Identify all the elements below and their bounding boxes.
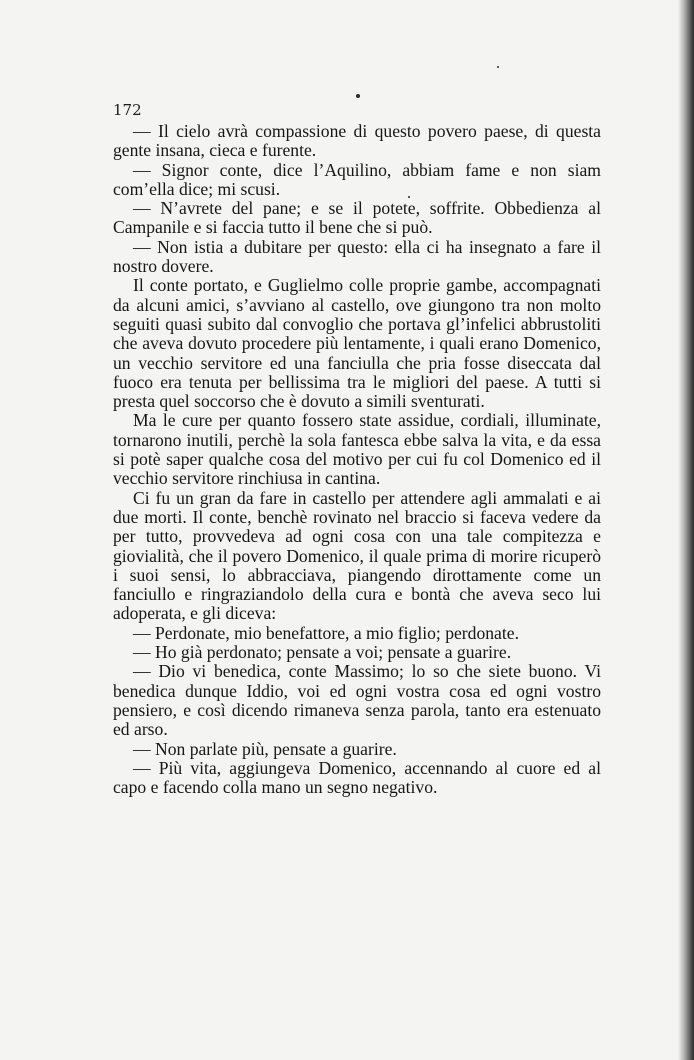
page-number: 172 xyxy=(113,101,142,119)
paragraph: — Dio vi benedica, conte Massimo; lo so che siete buono. Vi benedica dunque Iddio, voi ed ogni vostra cosa ed ogni vostro pensiero, e così dicendo rimaneva senza parola, tanto era estenuato ed arso. xyxy=(113,661,601,740)
paragraph: — Signor conte, dice l’Aquilino, abbiam fame e non siam com’ella dice; mi scusi. xyxy=(113,159,601,199)
ink-speck xyxy=(497,66,499,68)
ink-speck xyxy=(356,94,360,98)
paragraph: — Non istia a dubitare per questo: ella ci ha insegnato a fare il nostro dovere. xyxy=(113,236,601,277)
paragraph: — Più vita, aggiungeva Domenico, accennando al cuore ed al capo e facendo colla mano un segno negativo. xyxy=(113,757,601,798)
paragraph: — Non parlate più, pensate a guarire. xyxy=(133,738,397,759)
paragraph: — Perdonate, mio benefattore, a mio figlio; perdonate. xyxy=(133,622,519,643)
paragraph: — N’avrete del pane; e se il potete, soffrite. Obbedienza al Campanile e si faccia tutto il bene che si può. xyxy=(113,198,601,238)
page-binding-edge xyxy=(678,0,694,1060)
paragraph: — Ho già perdonato; pensate a voi; pensate a guarire. xyxy=(133,642,512,663)
paragraph: Ci fu un gran da fare in castello per attendere agli ammalati e ai due morti. Il conte, benchè rovinato nel braccio si faceva vedere da per tutto, provvedeva ad ogni cosa con una tale compitezza e giovialità, che il povero Domenico, il quale prima di morire ricuperò i suoi sensi, lo abbracciava, piangendo dirottamente come un fanciullo e ringraziandolo della cura e bontà che aveva seco lui adoperata, e gli diceva: xyxy=(113,487,601,624)
paragraph: Ma le cure per quanto fossero state assidue, cordiali, illuminate, tornarono inutili, perchè la sola fantesca ebbe salva la vita, e da essa si potè saper qualche cosa del motivo per cui fu col Domenico ed il vecchio servitore rinchiusa in cantina. xyxy=(113,410,601,489)
paragraph: Il conte portato, e Guglielmo colle proprie gambe, accompagnati da alcuni amici, s’avviano al castello, ove giungono tra non molto seguiti quasi subito dal convoglio che portava gl’infelici abbrustoliti che aveva dovuto procedere più lentamente, i quali erano Domenico, un vecchio servitore ed una fanciulla che pria fosse diseccata dal fuoco era tenuta per bellissima tra le migliori del paese. A tutti si presta quel soccorso che è dovuto a simili sventurati. xyxy=(113,275,601,412)
paragraph: — Il cielo avrà compassione di questo povero paese, di questa gente insana, cieca e furente. xyxy=(113,121,601,161)
body-text xyxy=(113,122,601,797)
